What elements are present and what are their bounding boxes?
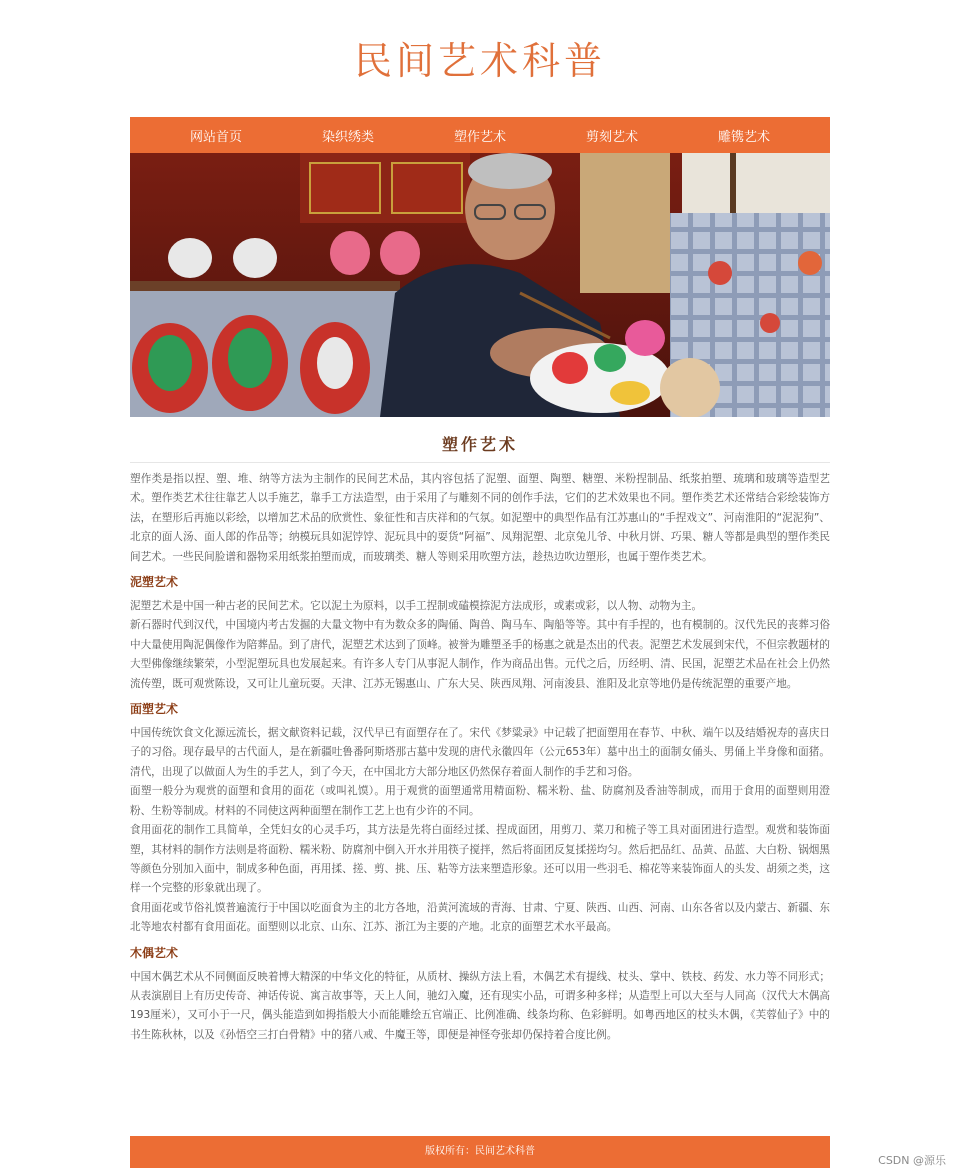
hero-image — [130, 153, 830, 417]
nav-item-sculpture[interactable]: 塑作艺术 — [453, 128, 506, 144]
nav-item-carving[interactable]: 雕镌艺术 — [717, 128, 770, 144]
clay-paragraph-2: 新石器时代到汉代，中国境内考古发掘的大量文物中有为数众多的陶俑、陶兽、陶马车、陶船等等。其中有手捏的，也有模制的。汉代先民的丧葬习俗中大量使用陶泥偶像作为陪葬品。到了唐代，泥塑艺术达到了顶峰。被誉为雕塑圣手的杨惠之就是杰出的代表。泥塑艺术发展到宋代，不但宗教题材的大型佛像继续繁荣，小型泥塑玩具也发展起来。有许多人专门从事泥人制作，作为商品出售。元代之后，历经明、清、民国，泥塑艺术品在社会上仍然流传塑，既可观赏陈设，又可让儿童玩耍。天津、江苏无锡惠山、广东大吴、陕西凤翔、河南浚县、淮阳及北京等地仍是传统泥塑的重要产地。 — [130, 619, 830, 690]
heading-puppet: 木偶艺术 — [130, 945, 179, 960]
site-title: 民间艺术科普 — [353, 39, 606, 83]
section-title: 塑作艺术 — [441, 435, 518, 454]
intro-paragraph: 塑作类是指以捏、塑、堆、纳等方法为主制作的民间艺术品，其内容包括了泥塑、面塑、陶塑、糖塑、米粉捏制品、纸浆拍塑、琉璃和玻璃等造型艺术。塑作类艺术往往靠艺人以手施艺，靠手工方法造型，由于采用了与雕刻不同的创作手法，它们的艺术效果也不同。塑作类艺术还常结合彩绘装饰方法，在塑形后再施以彩绘，以增加艺术品的欣赏性、象征性和吉庆祥和的气氛。如泥塑中的典型作品有江苏惠山的“手捏戏文”、河南淮阳的“泥泥狗”、北京的面人汤、面人郎的作品等；纳模玩具如泥饽饽、泥玩具中的耍货“阿福”、凤翔泥塑、北京兔儿爷、中秋月饼、巧果、糖人等都是典型的塑作类民间艺术。一些民间脸谱和器物采用纸浆拍塑而成，而玻璃类、糖人等则采用吹塑方法，趁热边吹边塑形，也属于塑作类艺术。 — [130, 473, 830, 563]
dough-paragraph-1: 中国传统饮食文化源远流长，据文献资料记载，汉代早已有面塑存在了。宋代《梦粱录》中记载了把面塑用在春节、中秋、端午以及结婚祝寿的喜庆日子的习俗。现存最早的古代面人，是在新疆吐鲁番阿斯塔那古墓中发现的唐代永徽四年（公元653年）墓中出土的面制女俑头、男俑上半身像和面猪。清代，出现了以做面人为生的手艺人，到了今天，在中国北方大部分地区仍然保存着面人制作的手艺和习俗。 — [130, 727, 830, 778]
heading-dough: 面塑艺术 — [130, 702, 179, 717]
nav-item-home[interactable]: 网站首页 — [189, 128, 242, 144]
dough-paragraph-3: 食用面花的制作工具简单，全凭妇女的心灵手巧，其方法是先将白面经过揉、捏成面团，用剪刀、菜刀和梳子等工具对面团进行造型。观赏和装饰面塑，其材料的制作方法则是将面粉、糯米粉、防腐剂中倒入开水并用筷子搅拌，然后将面团反复揉搓均匀。然后把品红、品黄、品蓝、大白粉、锅烟黑等颜色分别加入面中，制成多种色面，再用揉、搓、剪、挑、压、粘等方法来塑造形象。还可以用一些羽毛、棉花等来装饰面人的头发、胡须之类，这样一个完整的形象就出现了。 — [130, 824, 830, 895]
nav-item-textile[interactable]: 染织绣类 — [321, 128, 374, 144]
footer-copyright: 版权所有：民间艺术科普 — [130, 1136, 830, 1168]
nav-item-papercut[interactable]: 剪刻艺术 — [585, 128, 638, 144]
puppet-paragraph-1: 中国木偶艺术从不同侧面反映着博大精深的中华文化的特征，从质材、操纵方法上看，木偶艺术有提线、杖头、掌中、铁枝、药发、水力等不同形式；从表演剧目上有历史传奇、神话传说、寓言故事等，天上人间，驰幻入魔，还有现实小品，可谓多种多样；从造型上可以大至与人同高（汉代大木偶高193厘米），又可小于一尺，偶头能造到如拇指般大小而能雕绘五官端正、比例准确、线条均称、色彩鲜明。如粤西地区的杖头木偶，《芙蓉仙子》中的书生陈秋林，以及《孙悟空三打白骨精》中的猪八戒、牛魔王等，即便是神怪夸张却仍保持着合度比例。 — [130, 970, 830, 1041]
article-content — [130, 470, 830, 1045]
hero-photo-illustration — [130, 153, 830, 417]
heading-clay: 泥塑艺术 — [130, 575, 179, 590]
dough-paragraph-2: 面塑一般分为观赏的面塑和食用的面花（或叫礼馍）。用于观赏的面塑通常用精面粉、糯米粉、盐、防腐剂及香油等制成，而用于食用的面塑则用澄粉、生粉等制成。材料的不同使这两种面塑在制作工艺上也有少许的不同。 — [130, 785, 830, 817]
clay-paragraph-1: 泥塑艺术是中国一种古老的民间艺术。它以泥土为原料，以手工捏制或磕模捺泥方法成形，或素或彩，以人物、动物为主。 — [130, 600, 703, 613]
watermark: CSDN @源乐 — [878, 1154, 946, 1167]
main-nav — [130, 117, 830, 153]
dough-paragraph-4: 食用面花或节俗礼馍普遍流行于中国以吃面食为主的北方各地，沿黄河流域的青海、甘肃、宁夏、陕西、山西、河南、山东各省以及内蒙古、新疆、东北等地农村都有食用面花。面塑则以北京、山东、江苏、浙江为主要的产地。北京的面塑艺术水平最高。 — [130, 901, 830, 934]
section-divider — [130, 462, 830, 463]
